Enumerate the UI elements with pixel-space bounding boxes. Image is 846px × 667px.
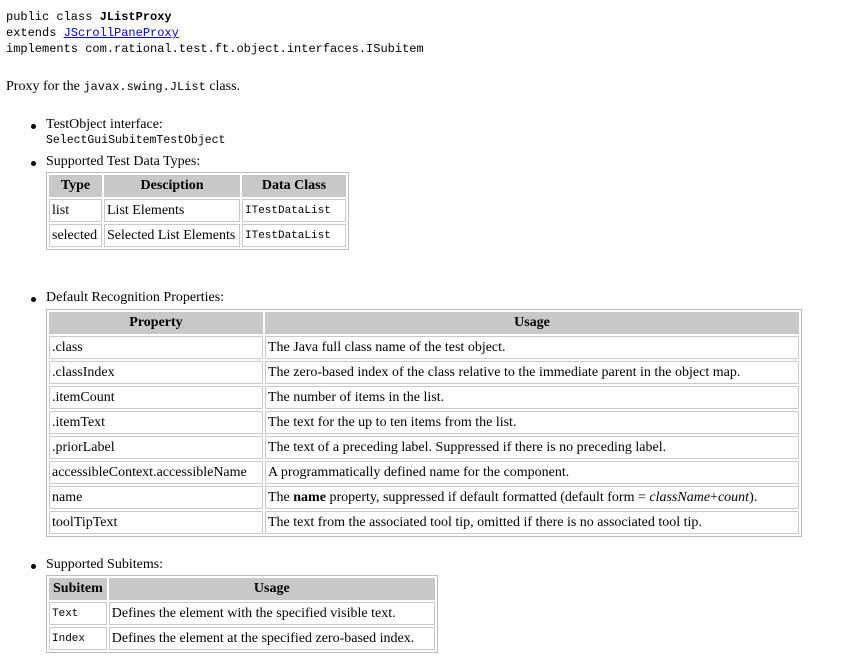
- subitems-label: Supported Subitems:: [46, 557, 164, 572]
- table-row: [49, 486, 799, 509]
- table-header-row: [49, 578, 435, 600]
- usage-cell: A programmatically defined name for the component.: [265, 461, 799, 484]
- description-suffix: class.: [205, 79, 241, 94]
- table-row: [49, 386, 799, 409]
- column-header: Usage: [265, 312, 799, 334]
- usage-text: property, suppressed if default formatted (default form =: [325, 489, 650, 505]
- table-row: [49, 602, 435, 625]
- table-row: [49, 511, 799, 534]
- data-class-cell: ITestDataList: [242, 224, 346, 247]
- usage-text: ).: [749, 489, 758, 505]
- property-cell: .itemCount: [49, 386, 263, 409]
- column-header: Subitem: [49, 578, 107, 600]
- property-cell: name: [49, 486, 263, 509]
- usage-cell: The text of a preceding label. Suppressed if there is no preceding label.: [265, 436, 799, 459]
- usage-cell: The text from the associated tool tip, omitted if there is no associated tool tip.: [265, 511, 799, 534]
- subitem-cell: Index: [49, 627, 107, 650]
- testobject-value: SelectGuiSubitemTestObject: [46, 134, 226, 147]
- usage-text: +: [710, 489, 718, 505]
- property-cell: .priorLabel: [49, 436, 263, 459]
- usage-cell: [265, 486, 799, 509]
- table-row: [49, 627, 435, 650]
- recognition-table: [46, 309, 802, 537]
- recognition-label: Default Recognition Properties:: [46, 290, 225, 305]
- subitems-table: [46, 575, 438, 653]
- signature-prefix: public class: [6, 10, 100, 24]
- table-row: [49, 411, 799, 434]
- table-row: [49, 361, 799, 384]
- implements-line: implements com.rational.test.ft.object.interfaces.ISubitem: [6, 42, 424, 56]
- testobject-label: TestObject interface:: [46, 117, 163, 132]
- datatypes-label: Supported Test Data Types:: [46, 154, 201, 169]
- subitem-cell: Text: [49, 602, 107, 625]
- usage-cell: Defines the element with the specified visible text.: [109, 602, 435, 625]
- table-row: [49, 436, 799, 459]
- testobject-section: [46, 117, 225, 149]
- column-header: Type: [49, 175, 102, 197]
- class-description: [6, 79, 240, 95]
- usage-italic-text: count: [717, 489, 750, 505]
- class-signature: [6, 9, 424, 57]
- table-header-row: [49, 175, 346, 197]
- class-name: JListProxy: [99, 10, 172, 24]
- usage-cell: Defines the element at the specified zero-based index.: [109, 627, 435, 650]
- type-cell: list: [49, 199, 102, 222]
- column-header: Data Class: [242, 175, 346, 197]
- column-header: Property: [49, 312, 263, 334]
- description-cell: Selected List Elements: [104, 224, 240, 247]
- description-class-ref: javax.swing.JList: [83, 80, 206, 94]
- column-header: Usage: [109, 578, 435, 600]
- table-header-row: [49, 312, 799, 334]
- property-cell: .classIndex: [49, 361, 263, 384]
- usage-text: The: [268, 489, 294, 505]
- table-row: [49, 199, 346, 222]
- usage-cell: The number of items in the list.: [265, 386, 799, 409]
- data-class-cell: ITestDataList: [242, 199, 346, 222]
- signature-line-1: [6, 9, 424, 25]
- table-row: [49, 224, 346, 247]
- type-cell: selected: [49, 224, 102, 247]
- usage-bold-text: name: [293, 489, 326, 505]
- usage-cell: The Java full class name of the test object.: [265, 336, 799, 359]
- description-cell: List Elements: [104, 199, 240, 222]
- usage-italic-text: className: [649, 489, 711, 505]
- datatypes-table: [46, 172, 349, 250]
- signature-line-2: [6, 25, 424, 41]
- superclass-link[interactable]: JScrollPaneProxy: [63, 26, 179, 40]
- property-cell: accessibleContext.accessibleName: [49, 461, 263, 484]
- property-cell: toolTipText: [49, 511, 263, 534]
- usage-cell: The zero-based index of the class relative to the immediate parent in the object map.: [265, 361, 799, 384]
- table-row: [49, 461, 799, 484]
- usage-cell: The text for the up to ten items from the list.: [265, 411, 799, 434]
- table-row: [49, 336, 799, 359]
- column-header: Desciption: [104, 175, 240, 197]
- property-cell: .itemText: [49, 411, 263, 434]
- property-cell: .class: [49, 336, 263, 359]
- description-prefix: Proxy for the: [6, 79, 84, 94]
- extends-keyword: extends: [6, 26, 64, 40]
